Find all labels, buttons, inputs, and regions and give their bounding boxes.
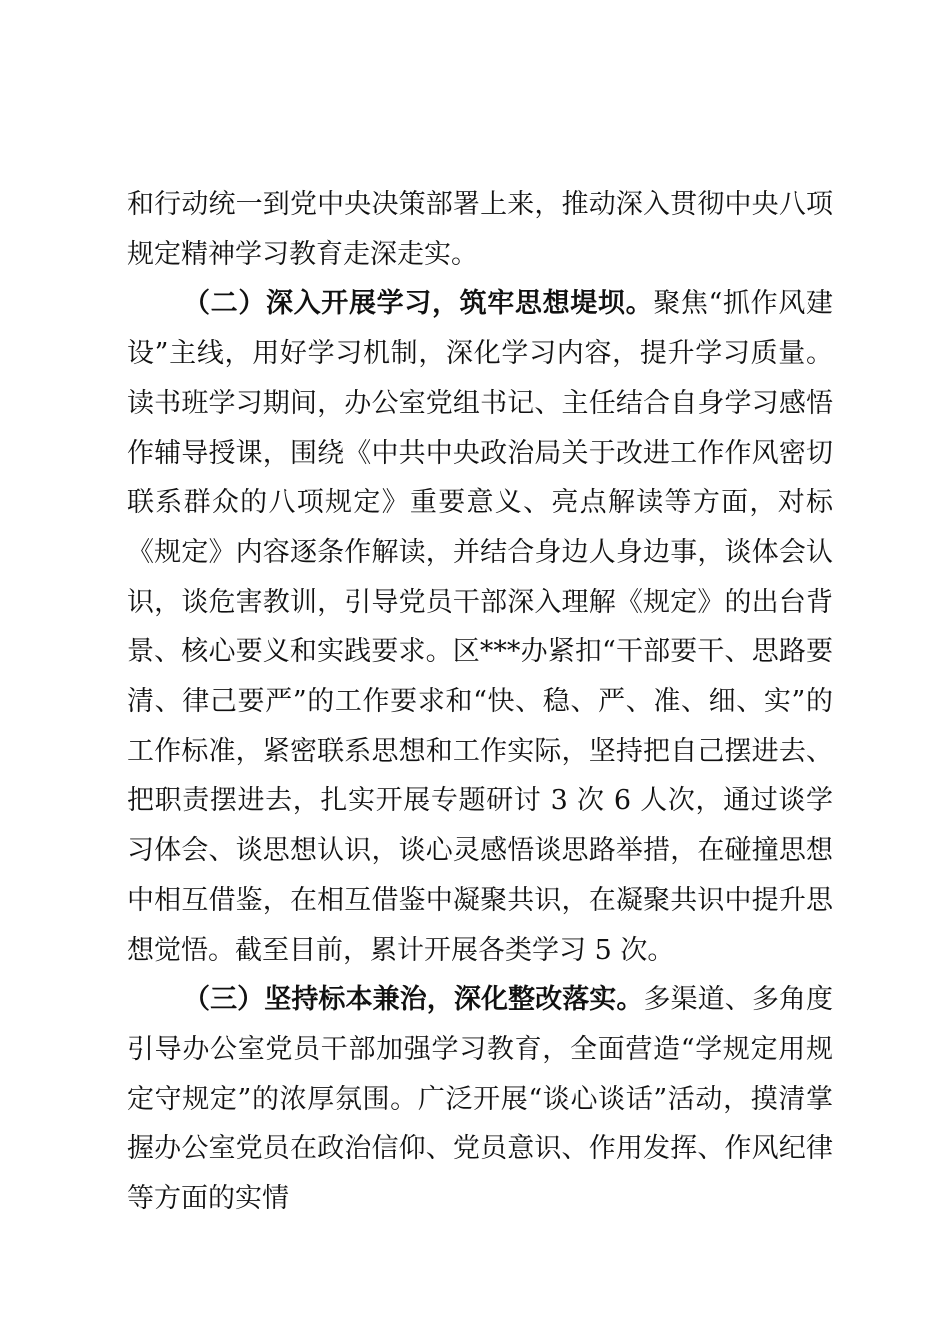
paragraph-continuation	[127, 180, 833, 279]
paragraph-text: 和行动统一到党中央决策部署上来，推动深入贯彻中央八项规定精神学习教育走深走实。	[127, 189, 833, 270]
paragraph-section-3	[127, 975, 833, 1224]
paragraph-text: 多渠道、多角度引导办公室党员干部加强学习教育，全面营造“学规定用规定守规定”的浓厚氛围。广泛开展“谈心谈话”活动，摸清掌握办公室党员在政治信仰、党员意识、作用发挥、作风纪律等方面的实情	[127, 984, 834, 1215]
paragraph-section-2	[127, 279, 833, 975]
section-heading: （二）深入开展学习，筑牢思想堤坝。	[183, 288, 654, 320]
section-heading: （三）坚持标本兼治，深化整改落实。	[183, 984, 644, 1016]
paragraph-text: 聚焦“抓作风建设”主线，用好学习机制，深化学习内容，提升学习质量。读书班学习期间，办公室党组书记、主任结合自身学习感悟作辅导授课，围绕《中共中央政治局关于改进工作作风密切联系群众的八项规定》重要意义、亮点解读等方面，对标《规定》内容逐条作解读，并结合身边人身边事，谈体会认识，谈危害教训，引导党员干部深入理解《规定》的出台背景、核心要义和实践要求。区***办紧扣“干部要干、思路要清、律己要严”的工作要求和“快、稳、严、准、细、实”的工作标准，紧密联系思想和工作实际，坚持把自己摆进去、把职责摆进去，扎实开展专题研讨 3 次 6 人次，通过谈学习体会、谈思想认识，谈心灵感悟谈思路举措，在碰撞思想中相互借鉴，在相互借鉴中凝聚共识，在凝聚共识中提升思想觉悟。截至目前，累计开展各类学习 5 次。	[127, 288, 833, 966]
document-body	[127, 180, 833, 1224]
